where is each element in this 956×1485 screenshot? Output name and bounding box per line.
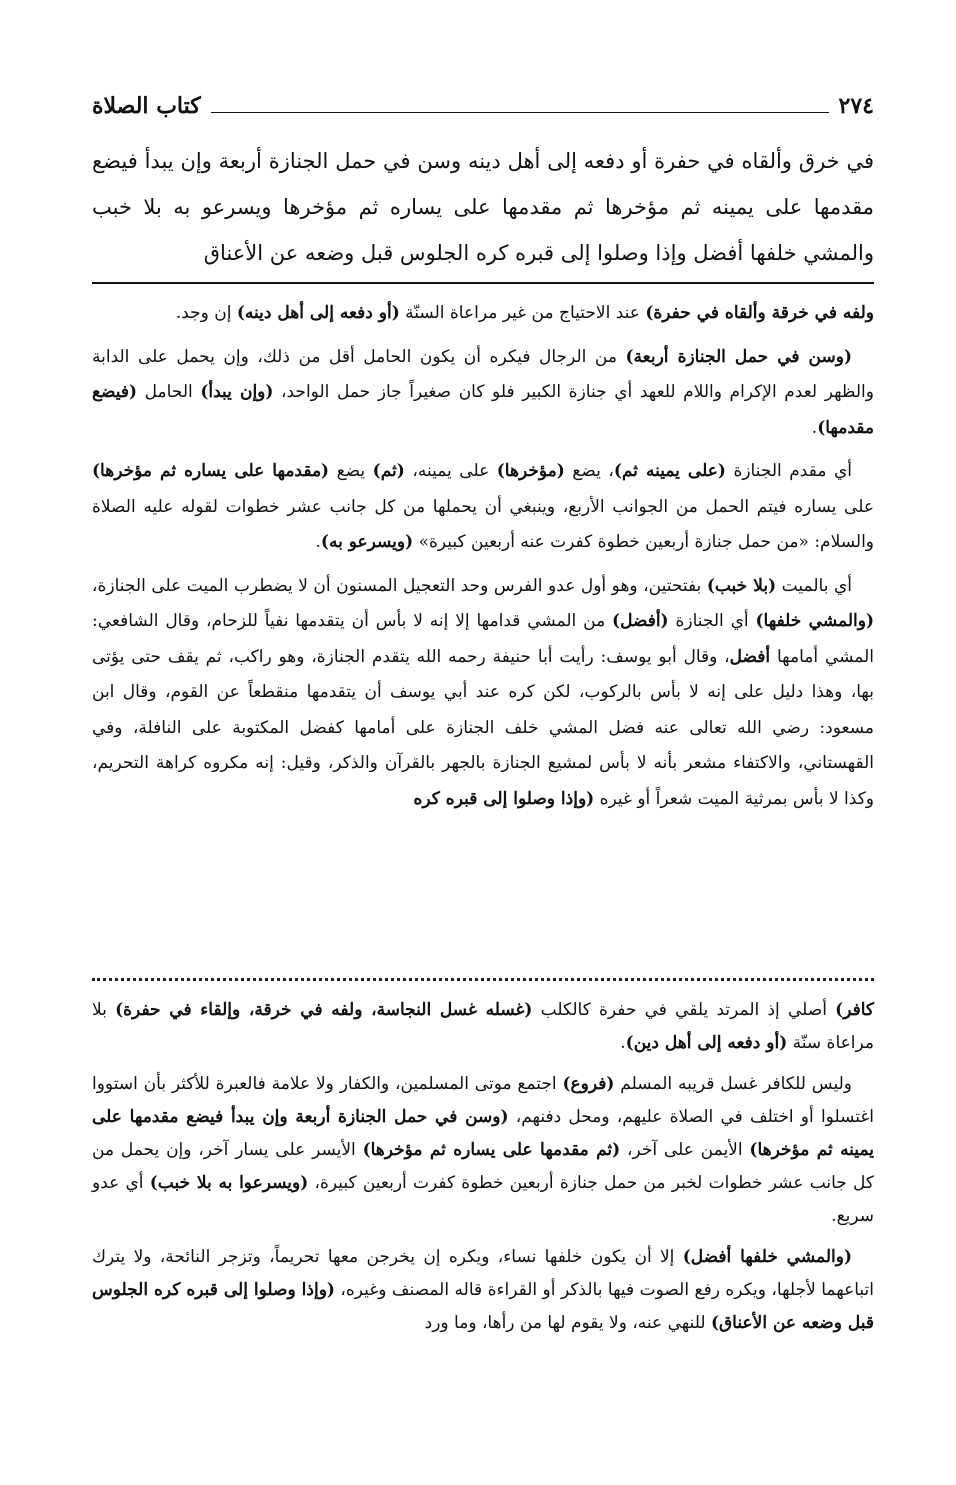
bold-quote: (أفضل) xyxy=(612,611,669,631)
bold-quote: أفضل xyxy=(729,646,771,667)
text-run: يضع xyxy=(329,461,373,481)
text-run: من الرجال فيكره أن يكون الحامل أقل من ذلك، وإن يحمل على الدابة والظهر لعدم الإكرام واللام للعهد أي جنازة الكبير فلو كان صغيراً جاز حمل الواحد، xyxy=(92,346,874,402)
text-run: من المشي قدامها إلا إنه لا بأس أن يتقدمها نفياً للزحام، وقال الشافعي: المشي أمامها xyxy=(92,611,874,667)
bold-quote: (بلا خبب) xyxy=(706,575,777,596)
paragraph xyxy=(92,454,874,561)
paragraph xyxy=(92,569,874,818)
text-run: أي عدو سريع. xyxy=(92,1173,874,1226)
dotted-divider xyxy=(92,978,874,981)
text-run: أي بالميت xyxy=(776,575,852,596)
bold-quote: (على يمينه ثم) xyxy=(613,461,726,481)
text-run: الأيسر على يسار آخر، وإن يحمل من كل جانب عشر خطوات لخبر من حمل جنازة أربعين خطوة كفرت أربعين كبيرة، xyxy=(92,1140,874,1193)
text-run: . xyxy=(811,417,818,438)
main-text-divider xyxy=(92,282,874,284)
commentary-block xyxy=(92,296,874,825)
text-run: للنهي عنه، ولا يقوم لها من رأها، وما ورد xyxy=(424,1313,711,1333)
bold-quote: (مقدمها على يساره ثم مؤخرها) xyxy=(92,461,330,481)
paragraph xyxy=(92,994,874,1060)
bold-quote: (والمشي خلفها أفضل) xyxy=(682,1247,852,1267)
bold-quote: (والمشي خلفها) xyxy=(755,611,874,631)
text-run: وليس للكافر غسل قريبه المسلم xyxy=(614,1074,852,1094)
bold-quote: ولفه في خرقة وألقاه في حفرة) xyxy=(645,303,874,323)
bold-quote: (وإذا وصلوا إلى قبره كره الجلوس قبل وضعه عن الأعناق) xyxy=(92,1280,874,1333)
paragraph xyxy=(92,1241,874,1340)
header-rule xyxy=(211,112,829,113)
text-run: أي الجنازة xyxy=(668,611,756,631)
text-run: ، يضع xyxy=(564,461,614,481)
text-run: إلا أن يكون خلفها نساء، ويكره إن يخرجن معها تحريماً، وتزجر النائحة، ولا يترك اتباعهما لأجلها، ويكره رفع الصوت فيها بالذكر أو القراءة قاله المصنف وغيره، xyxy=(92,1247,874,1300)
bold-quote: (ويسرعو به) xyxy=(320,532,414,552)
text-run: الحامل xyxy=(137,382,201,402)
text-run: على يساره فيتم الحمل من الجوانب الأربع، وينبغي أن يحملها من كل جانب عشر خطوات لقوله عليه الصلاة والسلام: «من حمل جنازة أربعين خطوة كفرت عنه أربعين كبيرة» xyxy=(92,496,874,552)
text-run: إن وجد. xyxy=(175,303,237,323)
text-run: أصلي إذ المرتد يلقي في حفرة كالكلب xyxy=(532,1000,836,1020)
text-run: بلا مراعاة سنّة xyxy=(92,1000,874,1053)
bold-quote: (أو دفعه إلى أهل دين) xyxy=(625,1033,788,1053)
bold-quote: (فروع) xyxy=(562,1074,615,1094)
bold-quote: (فيضع مقدمها) xyxy=(92,382,874,438)
text-run: ، وقال أبو يوسف: رأيت أبا حنيفة رحمه الله يتقدم الجنازة، وهو راكب، ثم يقف حتى يؤتى بها، وهذا دليل على إنه لا بأس بالركوب، لكن كره عند أبي يوسف أن يتقدمها منقطعاً عن القوم، وقال ابن مسعود: رضي الله تعالى عنه فضل المشي خلف الجنازة على أمامها كفضل المكتوبة على النافلة، وفي القهستاني، والاكتفاء مشعر بأنه لا بأس لمشيع الجنازة بالجهر بالقرآن والذكر، وقيل: إنه مكروه كراهة التحريم، وكذا لا بأس بمرثية الميت شعراً أو غيره xyxy=(92,646,874,809)
text-run: على يمينه، xyxy=(404,461,497,481)
text-run: . xyxy=(315,532,321,552)
text-run: الأيمن على آخر، xyxy=(620,1140,750,1160)
page-number: ٢٧٤ xyxy=(838,93,874,119)
paragraph xyxy=(92,340,874,447)
book-title: كتاب الصلاة xyxy=(92,93,201,119)
main-text: في خرق وألقاه في حفرة أو دفعه إلى أهل دينه وسن في حمل الجنازة أربعة وإن يبدأ فيضع مقدمها على يمينه ثم مؤخرها ثم مقدمها على يساره ثم مؤخرها ويسرعو به بلا خبب والمشي خلفها أفضل وإذا وصلوا إلى قبره كره الجلوس قبل وضعه عن الأعناق xyxy=(92,149,874,265)
bold-quote: (غسله غسل النجاسة، ولفه في خرقة، وإلقاء في حفرة) xyxy=(115,1000,533,1020)
bold-quote: (وإن يبدأ) xyxy=(200,382,274,402)
bold-quote: (أو دفعه إلى أهل دينه) xyxy=(236,303,400,323)
bold-quote: (مؤخرها) xyxy=(496,461,565,481)
text-run: عند الاحتياج من غير مراعاة السنّة xyxy=(399,303,646,323)
second-commentary-block xyxy=(92,994,874,1348)
paragraph xyxy=(92,296,874,332)
bold-quote: (وسن في حمل الجنازة أربعة) xyxy=(625,346,852,367)
bold-quote: كافر) xyxy=(835,1000,874,1020)
bold-quote: (ثم مقدمها على يساره ثم مؤخرها) xyxy=(362,1140,621,1160)
paragraph xyxy=(92,1068,874,1233)
bold-quote: (ثم) xyxy=(372,461,405,481)
bold-quote: (وإذا وصلوا إلى قبره كره xyxy=(413,788,595,809)
page-header xyxy=(92,88,874,124)
text-run: اجتمع موتى المسلمين، والكفار ولا علامة فالعبرة للأكثر بأن استووا اغتسلوا أو اختلف في الصلاة عليهم، ومحل دفنهم، xyxy=(92,1074,875,1127)
bold-quote: (ويسرعوا به بلا خبب) xyxy=(149,1173,309,1193)
text-run: أي مقدم الجنازة xyxy=(725,461,852,481)
text-run: . xyxy=(620,1033,626,1053)
text-run: بفتحتين، وهو أول عدو الفرس وحد التعجيل المسنون أن لا يضطرب الميت على الجنازة، xyxy=(92,575,707,596)
bold-quote: (وسن في حمل الجنازة أربعة وإن يبدأ فيضع مقدمها على يمينه ثم مؤخرها) xyxy=(92,1107,875,1160)
